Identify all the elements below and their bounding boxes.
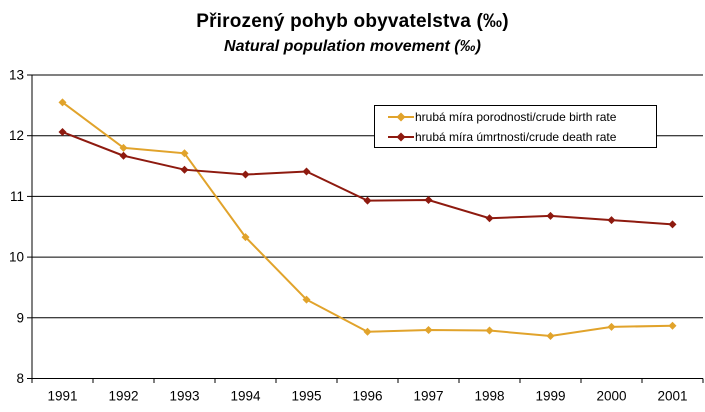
y-axis-label-8: 8 bbox=[16, 371, 24, 386]
x-axis-label-1996: 1996 bbox=[352, 388, 383, 404]
series-1-marker-2000 bbox=[608, 216, 616, 224]
x-axis-label-1995: 1995 bbox=[291, 388, 322, 404]
y-axis-label-9: 9 bbox=[16, 310, 24, 326]
series-1-marker-1994 bbox=[242, 171, 250, 179]
series-0-marker-1997 bbox=[425, 326, 433, 334]
series-0-marker-2001 bbox=[669, 322, 677, 330]
series-1-marker-1997 bbox=[425, 196, 433, 204]
legend-item-birth-rate bbox=[388, 107, 656, 127]
series-0-marker-2000 bbox=[608, 323, 616, 331]
series-0-marker-1999 bbox=[547, 332, 555, 340]
legend-label-death-rate: hrubá míra úmrtnosti/crude death rate bbox=[415, 129, 617, 144]
x-axis-label-1994: 1994 bbox=[230, 388, 261, 404]
y-axis-label-11: 11 bbox=[9, 188, 24, 204]
y-axis-label-12: 12 bbox=[8, 128, 24, 144]
series-1-marker-1999 bbox=[547, 212, 555, 220]
series-1-marker-1998 bbox=[486, 214, 494, 222]
series-1-marker-1996 bbox=[364, 197, 372, 205]
series-1-marker-1993 bbox=[181, 166, 189, 174]
series-0-marker-1998 bbox=[486, 327, 494, 335]
x-axis-label-1997: 1997 bbox=[413, 388, 444, 404]
y-axis-label-13: 13 bbox=[8, 67, 24, 83]
x-axis-label-1992: 1992 bbox=[108, 388, 139, 404]
x-axis-label-2000: 2000 bbox=[596, 388, 627, 404]
x-axis-label-2001: 2001 bbox=[657, 388, 688, 404]
birth-rate-line-marker-icon bbox=[388, 111, 414, 123]
x-axis-label-1999: 1999 bbox=[535, 388, 566, 404]
series-1-marker-1991 bbox=[59, 128, 67, 136]
death-rate-line-marker-icon bbox=[388, 131, 414, 143]
x-axis-label-1998: 1998 bbox=[474, 388, 505, 404]
chart-subtitle: Natural population movement (‰) bbox=[224, 38, 481, 55]
series-0-marker-1996 bbox=[364, 328, 372, 336]
y-axis-label-10: 10 bbox=[8, 249, 24, 265]
x-axis-label-1993: 1993 bbox=[169, 388, 200, 404]
legend-item-death-rate bbox=[388, 127, 656, 147]
series-1-marker-2001 bbox=[669, 220, 677, 228]
series-1-marker-1995 bbox=[303, 168, 311, 176]
legend-label-birth-rate: hrubá míra porodnosti/crude birth rate bbox=[415, 109, 617, 124]
chart-title: Přirozený pohyb obyvatelstva (‰) bbox=[196, 11, 509, 32]
x-axis-label-1991: 1991 bbox=[47, 388, 78, 404]
series-1-marker-1992 bbox=[120, 152, 128, 160]
legend bbox=[374, 105, 657, 148]
